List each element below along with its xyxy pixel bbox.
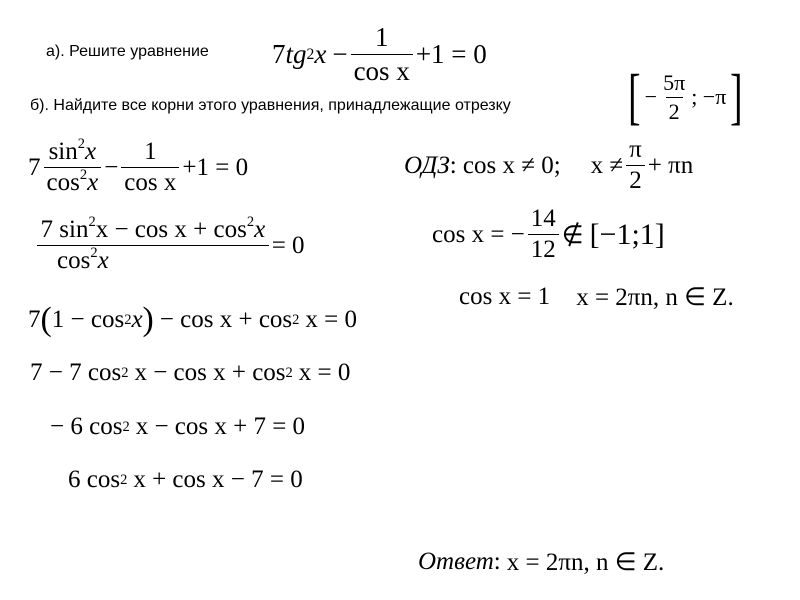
- step2-num-a: 7 sin: [40, 216, 89, 243]
- step1-num-fn: sin: [48, 138, 78, 165]
- step2-den-exp: 2: [90, 245, 98, 262]
- part-b-frac-den: 2: [666, 97, 683, 125]
- step1-fraction-2: [121, 138, 179, 197]
- step2-tail: = 0: [271, 231, 305, 259]
- odz-label: ОДЗ: [404, 151, 450, 179]
- step2-num-exp2: 2: [246, 214, 255, 231]
- part-a-minus: −: [332, 39, 348, 69]
- part-b-left-bracket: [: [628, 63, 641, 131]
- odz-tail: + πn: [647, 151, 694, 179]
- root1-fraction: [528, 205, 559, 264]
- step2-fraction: [37, 216, 269, 275]
- step2-num-b: x − cos x + cos: [95, 216, 247, 243]
- step1-num2: 1: [144, 138, 157, 165]
- step3-paren-close: ): [142, 301, 154, 338]
- step1-coef: 7: [28, 153, 41, 181]
- step3-e: x = 0: [305, 305, 358, 333]
- step1-minus: −: [104, 153, 119, 181]
- step1-tail: +1 = 0: [182, 153, 249, 181]
- odz-condition: : cos x ≠ 0;: [449, 151, 561, 179]
- solution-step-2: [34, 216, 305, 275]
- root1-lhs: cos x = −: [432, 220, 525, 248]
- part-a-frac-den: cos x: [351, 54, 413, 87]
- step2-den: [37, 245, 269, 275]
- answer: [418, 547, 664, 577]
- root2-lhs: cos x = 1: [459, 283, 551, 310]
- step3-paren-open: (: [40, 301, 52, 338]
- part-b-interval: [624, 63, 747, 131]
- step3-b: 1 − cos: [51, 305, 125, 333]
- part-a-label: а). Решите уравнение: [46, 43, 209, 60]
- solution-step-1: [28, 138, 248, 197]
- step2-den-a: cos: [57, 247, 91, 274]
- odz-frac-num: π: [629, 136, 642, 163]
- root1-interval: [−1;1]: [589, 217, 665, 251]
- step4-b: x − cos x + cos: [134, 359, 286, 386]
- step5-a: − 6 cos: [50, 413, 123, 440]
- step6-a: 6 cos: [68, 466, 121, 493]
- part-a-fraction: [351, 22, 413, 87]
- step1-den2: cos x: [121, 167, 179, 197]
- step3-c: x: [131, 305, 143, 333]
- solution-step-5: − 6 cos 2 x − cos x + 7 = 0: [50, 413, 306, 440]
- step2-den-b: x: [97, 247, 109, 274]
- root1-num: 14: [530, 205, 556, 232]
- answer-label: Ответ: [418, 548, 494, 575]
- answer-colon: :: [493, 548, 501, 575]
- step4-a: 7 − 7 cos: [30, 359, 122, 386]
- part-a-frac-num: 1: [374, 22, 389, 52]
- solution-step-4: 7 − 7 cos 2 x − cos x + cos 2 x = 0: [30, 359, 351, 386]
- step1-num-exp: 2: [77, 136, 85, 153]
- root1-den: 12: [528, 234, 559, 264]
- root-case-1: [432, 205, 665, 264]
- part-b-minus: −: [644, 84, 658, 109]
- step1-den-x: x: [87, 169, 99, 196]
- root2-solution: x = 2πn, n ∈ Z.: [576, 284, 734, 311]
- step2-num: [38, 216, 269, 245]
- root-case-2: [459, 282, 734, 312]
- step6-b: x + cos x − 7 = 0: [133, 466, 303, 493]
- solution-step-6: 6 cos 2 x + cos x − 7 = 0: [68, 466, 303, 493]
- root1-notin: ∉: [561, 221, 584, 249]
- step1-den-exp: 2: [79, 167, 88, 184]
- step1-num-x: x: [85, 138, 97, 165]
- domain-note: [404, 136, 693, 195]
- part-b-label: б). Найдите все корни этого уравнения, принадлежащие отрезку: [30, 97, 511, 114]
- step1-den: [44, 167, 102, 197]
- step1-den-fn: cos: [46, 169, 80, 196]
- step2-num-exp1: 2: [88, 214, 96, 231]
- step1-num: [46, 138, 100, 167]
- part-a-lead: 7: [272, 39, 286, 69]
- part-b-sep: ; −π: [691, 84, 727, 109]
- part-a-equation: 7 tg 2 x − $\frac{1}{\text{cos x}}$ +1 = 0: [272, 22, 487, 86]
- step3-d: − cos x + cos: [159, 305, 293, 333]
- step2-num-c: x: [254, 216, 266, 243]
- step4-c: x = 0: [298, 359, 351, 386]
- odz-x-ne: x ≠: [590, 151, 624, 179]
- step5-b: x − cos x + 7 = 0: [135, 413, 306, 440]
- part-b-fraction: [660, 70, 688, 125]
- part-a-x: x: [314, 39, 327, 69]
- step1-fraction: [44, 138, 102, 197]
- odz-fraction: [626, 136, 645, 195]
- odz-frac-den: 2: [626, 165, 645, 195]
- answer-value: x = 2πn, n ∈ Z.: [506, 549, 665, 576]
- part-a-tail: +1 = 0: [415, 39, 487, 69]
- part-b-right-bracket: ]: [730, 63, 743, 131]
- part-b-frac-num: 5π: [663, 69, 686, 95]
- step3-a: 7: [28, 305, 41, 333]
- part-a-tg: tg: [285, 39, 307, 69]
- solution-step-3: 7 ( 1 − cos 2 x ) − cos x + cos 2 x = 0: [28, 301, 358, 338]
